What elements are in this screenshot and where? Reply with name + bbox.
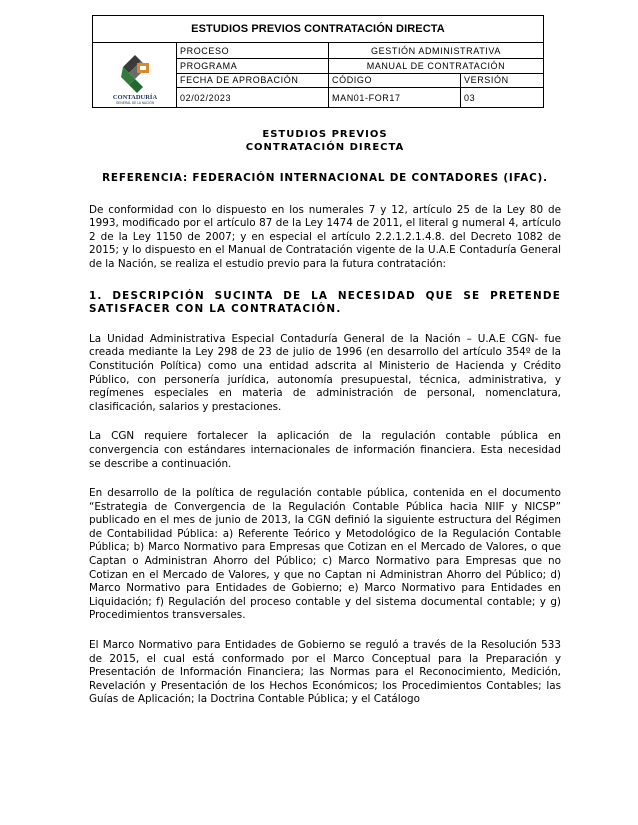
doc-title-line1: ESTUDIOS PREVIOS <box>262 129 388 140</box>
paragraph-4: El Marco Normativo para Entidades de Gobierno se reguló a través de la Resolución 533 de 2015, el cual está conformado por el Marco Conceptual para la Preparación y Presentación de Información Financiera; las Normas para el Reconocimiento, Medición, Revelación y Presentación de los Hechos Económicos; los Procedimientos Contables; las Guías de Aplicación; la Doctrina Contable Pública; y el Catálogo <box>89 639 561 706</box>
logo-text-line1: CONTADURÍA <box>112 94 158 101</box>
contaduria-logo <box>93 43 177 108</box>
proceso-value: GESTIÓN ADMINISTRATIVA <box>328 43 543 58</box>
codigo-value: MAN01-FOR17 <box>328 87 460 108</box>
programa-label: PROGRAMA <box>180 60 238 71</box>
paragraph-3: En desarrollo de la política de regulación contable pública, contenida en el documento “Estrategia de Convergencia de la Regulación Contable Pública hacia NIIF y NICSP” publicado en el mes de junio de 2013, la CGN definió la siguiente estructura del Régimen de Contabilidad Pública: a) Referente Teórico y Metodológico de la Regulación Contable Pública; b) Marco Normativo para Empresas que Cotizan en el Mercado de Valores, o que Captan o Administran Ahorro del Público; c) Marco Normativo para Empresas que no Cotizan en el Mercado de Valores, y que no Captan ni Administran Ahorro del Público; d) Marco Normativo para Entidades de Gobierno; e) Marco Normativo para Entidades en Liquidación; f) Regulación del proceso contable y del sistema documental contable; y g) Procedimientos transversales. <box>89 487 561 622</box>
proceso-label: PROCESO <box>180 45 230 56</box>
doc-title-line2: CONTRATACIÓN DIRECTA <box>245 142 405 153</box>
codigo-label: CÓDIGO <box>328 73 460 87</box>
header-grid <box>177 43 543 108</box>
paragraph-2: La CGN requiere fortalecer la aplicación de la regulación contable pública en convergencia con estándares internacionales de información financiera. Esta necesidad se describe a continuación. <box>89 430 561 470</box>
section-1-heading: 1. DESCRIPCIÓN SUCINTA DE LA NECESIDAD QUE SE PRETENDE SATISFACER CON LA CONTRATACIÓN. <box>89 289 561 316</box>
logo-cell <box>93 43 177 108</box>
paragraph-1: La Unidad Administrativa Especial Contaduría General de la Nación – U.A.E CGN- fue creada mediante la Ley 298 de 23 de julio de 1996 (en desarrollo del artículo 354º de la Constitución Política) como una entidad adscrita al Ministerio de Hacienda y Crédito Público, con personería jurídica, autonomía presupuestal, técnica, administrativa, y regímenes especiales en materia de administración de personal, nomenclatura, clasificación, salarios y prestaciones. <box>89 332 561 413</box>
header-title: ESTUDIOS PREVIOS CONTRATACIÓN DIRECTA <box>93 16 543 43</box>
document-body <box>89 128 561 707</box>
document-header-table <box>92 15 544 108</box>
programa-value: MANUAL DE CONTRATACIÓN <box>328 58 543 73</box>
logo-text-line2: GENERAL DE LA NACIÓN <box>115 101 155 105</box>
referencia-line: REFERENCIA: FEDERACIÓN INTERNACIONAL DE CONTADORES (IFAC). <box>102 172 548 184</box>
fecha-value: 02/02/2023 <box>180 92 232 103</box>
fecha-label: FECHA DE APROBACIÓN <box>180 75 299 85</box>
version-value: 03 <box>460 87 543 108</box>
intro-paragraph: De conformidad con lo dispuesto en los numerales 7 y 12, artículo 25 de la Ley 80 de 1993, modificado por el artículo 87 de la Ley 1474 de 2011, el literal g numeral 4, artículo 2 de la Ley 1150 de 2007; y en especial el artículo 2.2.1.2.1.4.8. del Decreto 1082 de 2015; y lo dispuesto en el Manual de Contratación vigente de la U.A.E Contaduría General de la Nación, se realiza el estudio previo para la futura contratación: <box>89 203 561 270</box>
version-label: VERSIÓN <box>460 73 543 87</box>
